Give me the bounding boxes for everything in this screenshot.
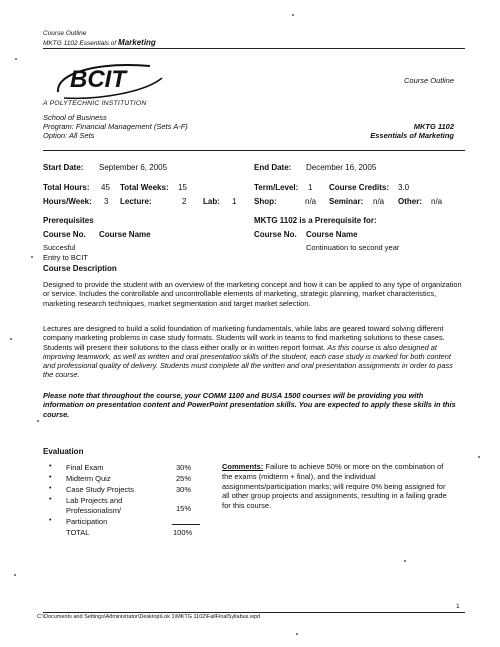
shop-value: n/a <box>305 197 317 206</box>
section-rule <box>43 150 465 151</box>
description-paragraph-2 <box>43 324 463 380</box>
evaluation-item-label: Case Study Projects <box>66 485 134 494</box>
footer-path: C:\Documents and Settings\Administrator\Desktop\Lok 1\MKTG 1102\FallFinalSyllabus.wpd <box>37 614 261 620</box>
description-paragraph-2-italic: As this course is also designed at improving teamwork, as well as written and oral presentation skills of the student, each case study is marked for both content and professional quality of delivery. Students must complete all the written and oral presentation assignments in order to pass the course. <box>43 342 453 380</box>
header-course-prefix: MKTG 1102 Essentials of <box>43 40 119 47</box>
description-paragraph-2-normal: Lectures are designed to build a solid foundation of marketing fundamentals, while labs are geared toward solving different company marketing problems in case study formats. Students will work in teams to find marketing solutions to these cases. Students will present their solutions to the class either orally or in written report format. <box>43 324 445 352</box>
prereq-col-name: Course Name <box>99 230 151 239</box>
evaluation-item-label: Lab Projects and <box>66 496 123 505</box>
prereq-row-2: Entry to BCIT <box>43 253 89 262</box>
option-name: Option: All Sets <box>43 131 95 140</box>
scan-speck <box>14 574 16 576</box>
course-title: Essentials of Marketing <box>370 131 454 140</box>
evaluation-item-label: Final Exam <box>66 463 104 472</box>
seminar-value: n/a <box>373 197 385 206</box>
bullet-icon: • <box>49 496 52 503</box>
credits-label: Course Credits: <box>329 183 390 192</box>
evaluation-item-value: 15% <box>176 504 192 513</box>
comments-block <box>222 462 447 511</box>
evaluation-heading: Evaluation <box>43 447 84 456</box>
credits-value: 3.0 <box>398 183 410 192</box>
total-hours-label: Total Hours: <box>43 183 90 192</box>
header-line-1: Course Outline <box>43 30 87 37</box>
school-name: School of Business <box>43 113 107 122</box>
header-line-2 <box>43 38 156 47</box>
total-weeks-label: Total Weeks: <box>120 183 169 192</box>
prereq-for-heading: MKTG 1102 is a Prerequisite for: <box>254 216 377 225</box>
bullet-icon: • <box>49 485 52 492</box>
evaluation-item-label: Professionalism/ <box>66 506 122 515</box>
bullet-icon: • <box>49 517 52 524</box>
scan-speck <box>296 633 298 635</box>
program-name: Program: Financial Management (Sets A-F) <box>43 122 188 131</box>
footer-rule <box>43 612 465 613</box>
total-hours-value: 45 <box>101 183 110 192</box>
evaluation-item-label: Participation <box>66 517 108 526</box>
total-label: TOTAL <box>66 528 90 537</box>
hours-week-label: Hours/Week: <box>43 197 92 206</box>
lab-value: 1 <box>232 197 237 206</box>
prereq-for-col-name: Course Name <box>306 230 358 239</box>
logo-text: BCIT <box>70 66 126 93</box>
end-date-value: December 16, 2005 <box>306 163 377 172</box>
outline-label: Course Outline <box>404 76 455 85</box>
lecture-label: Lecture: <box>120 197 152 206</box>
scan-speck <box>292 14 294 16</box>
prerequisites-heading: Prerequisites <box>43 216 94 225</box>
total-value: 100% <box>173 528 193 537</box>
other-value: n/a <box>431 197 443 206</box>
start-date-value: September 6, 2005 <box>99 163 168 172</box>
other-label: Other: <box>398 197 422 206</box>
page-number: 1 <box>456 603 460 610</box>
lecture-value: 2 <box>182 197 187 206</box>
evaluation-item-value: 30% <box>176 485 192 494</box>
description-paragraph-3: Please note that throughout the course, your COMM 1100 and BUSA 1500 courses will be providing you with information on presentation content and PowerPoint presentation skills. You are expected to apply these skills in this course. <box>43 391 456 419</box>
header-rule <box>43 48 465 49</box>
start-date-label: Start Date: <box>43 163 84 172</box>
header-course-bold: Marketing <box>118 38 156 47</box>
logo-tagline: A POLYTECHNIC INSTITUTION <box>43 100 147 107</box>
evaluation-item-value: 30% <box>176 463 192 472</box>
description-paragraph-1: Designed to provide the student with an overview of the marketing concept and how it can be applied to any type of organization or service. Includes the controllable and uncontrollable elements of marketing, strategic planning, market characteristics, marketing research techniques, market segmentation and target market selection. <box>43 280 462 308</box>
comments-text: Failure to achieve 50% or more on the combination of the exams (midterm + final), and the individual assignments/participation marks; will require 0% being assigned for all other group projects and assignments, resulting in a failing grade for this course. <box>222 462 447 511</box>
evaluation-item-value: 25% <box>176 474 192 483</box>
prereq-row-1: Succesful <box>43 243 76 252</box>
total-rule <box>172 524 200 525</box>
scan-speck <box>10 338 12 340</box>
lab-label: Lab: <box>203 197 220 206</box>
shop-label: Shop: <box>254 197 277 206</box>
description-heading: Course Description <box>43 264 117 273</box>
scan-speck <box>37 420 39 422</box>
prereq-col-no: Course No. <box>43 230 86 239</box>
scan-speck <box>404 560 406 562</box>
bullet-icon: • <box>49 474 52 481</box>
comments-label: Comments: <box>222 462 264 471</box>
bcit-logo <box>50 58 168 102</box>
total-weeks-value: 15 <box>178 183 187 192</box>
scan-speck <box>15 58 17 60</box>
term-value: 1 <box>308 183 313 192</box>
term-label: Term/Level: <box>254 183 299 192</box>
seminar-label: Seminar: <box>329 197 364 206</box>
bullet-icon: • <box>49 463 52 470</box>
course-code: MKTG 1102 <box>413 122 454 131</box>
scan-speck <box>31 256 33 258</box>
evaluation-item-label: Midterm Quiz <box>66 474 111 483</box>
scan-speck <box>478 456 480 458</box>
prereq-for-row-1: Continuation to second year <box>306 243 400 252</box>
hours-week-value: 3 <box>104 197 109 206</box>
prereq-for-col-no: Course No. <box>254 230 297 239</box>
end-date-label: End Date: <box>254 163 292 172</box>
